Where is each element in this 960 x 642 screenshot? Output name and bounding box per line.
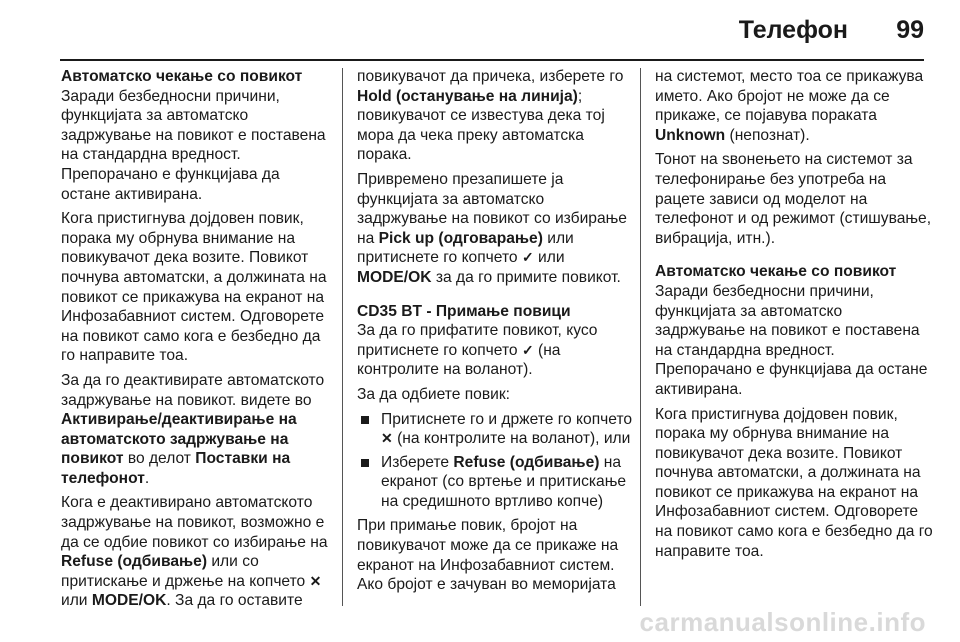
menu-option-label: Refuse (одбивање) <box>453 453 600 471</box>
paragraph <box>61 493 331 611</box>
text-run: на екранот (со вртење и притискање на средишното вртливо копче) <box>381 453 627 510</box>
paragraph <box>61 371 331 489</box>
paragraph <box>357 321 635 380</box>
phone-icon: ✓ <box>521 341 534 358</box>
text-run: . <box>144 469 150 487</box>
hang-up-icon: ✕ <box>309 572 322 589</box>
paragraph <box>357 170 635 288</box>
watermark: carmanualsonline.info <box>639 607 926 637</box>
list-item <box>357 453 635 512</box>
paragraph: При примање повик, бројот на повикувачот може да се прикаже на екранот на Инфозабавниот систем. Ако бројот е зачуван во меморијата <box>357 517 619 594</box>
text-run: (непознат). <box>725 126 810 144</box>
section-heading: Автоматско чекање со повикот <box>61 68 303 85</box>
text-run: во делот <box>123 450 196 468</box>
column-divider <box>640 68 641 606</box>
hang-up-icon: ✕ <box>381 430 393 447</box>
text-run: (на контролите на воланот), или <box>392 430 631 448</box>
text-run: . За да го оставите <box>166 592 303 610</box>
paragraph: Заради безбедносни причини, функцијата за автоматско задржување на повикот е поставена на стандардна вредност. Препорачано е функцијава да остане активирана. <box>61 87 326 203</box>
paragraph: Кога пристигнува дојдовен повик, порака му обрнува внимание на повикувачот дека возите. Повикот почнува автоматски, а должината на повикот се прикажува на екранот на Инфозабавниот систем. Одговорете на повикот само кога е безбедно да го направите тоа. <box>655 405 933 560</box>
column-divider <box>342 68 343 606</box>
text-run: Изберете <box>381 453 454 471</box>
paragraph: Кога пристигнува дојдовен повик, порака му обрнува внимание на повикувачот дека возите. Повикот почнува автоматски, а должината на повикот се прикажува на екранот на Инфозабавниот систем. Одговорете на повикот само кога е безбедно да го направите тоа. <box>61 210 327 365</box>
page-number: 99 <box>896 16 924 44</box>
text-run: за да го примите повикот. <box>431 268 621 286</box>
header-rule <box>60 59 924 61</box>
message-label: Unknown <box>655 126 726 144</box>
text-run: повикувачот да причека, изберете го <box>357 68 624 85</box>
menu-option-label: Pick up (одговарање) <box>378 229 543 247</box>
bullet-square <box>361 416 369 424</box>
paragraph: Тонот на ѕвонењето на системот за телефонирање без употреба на рацете зависи од моделот на телефонот и од режимот (стишување, вибрација, итн.). <box>655 151 932 247</box>
button-label: MODE/OK <box>357 268 432 286</box>
chapter-title: Телефон <box>738 16 848 44</box>
text-run: (на контролите на воланот). <box>357 341 561 379</box>
section-heading: CD35 BT - Примање повици <box>357 302 571 320</box>
text-run: или притиснете го копчето <box>357 229 574 267</box>
text-run: на системот, место тоа се прикажува името. Ако бројот не може да се прикаже, се појавува пораката <box>655 68 924 125</box>
cross-reference: Поставки на телефонот <box>61 450 291 487</box>
cross-reference: Активирање/деактивирање на автоматското задржување на повикот <box>61 411 297 468</box>
text-run: За да го прифатите повикот, кусо притиснете го копчето <box>357 322 598 359</box>
text-run: Притиснете го и држете го копчето <box>381 410 633 428</box>
list-item <box>357 410 635 449</box>
text-run: Привремено презапишете ја функцијата за автоматско задржување на повикот со избирање на <box>357 170 627 247</box>
text-run: ; повикувачот се известува дека тој мора да чека преку автоматска порака. <box>357 87 605 164</box>
menu-option-label: Refuse (одбивање) <box>61 553 208 571</box>
paragraph: Заради безбедносни причини, функцијата за автоматско задржување на повикот е поставена на стандардна вредност. Препорачано е функцијава да остане активирана. <box>655 282 928 398</box>
text-run: Кога е деактивирано автоматското задржување на повикот, возможно е да се одбие повикот со избирање на <box>61 494 328 551</box>
paragraph: За да одбиете повик: <box>357 385 510 403</box>
paragraph <box>655 67 933 145</box>
text-run: За да го деактивирате автоматското задржување на повикот. видете во <box>61 371 325 409</box>
text-run: или <box>61 592 92 610</box>
column-2 <box>357 67 635 600</box>
paragraph <box>357 67 635 165</box>
text-run: или <box>533 249 565 267</box>
page-header <box>0 0 960 62</box>
section-heading: Автоматско чекање со повикот <box>655 263 897 281</box>
menu-option-label: Hold (останување на линија) <box>357 87 578 105</box>
bullet-square <box>361 459 369 467</box>
button-label: MODE/OK <box>91 592 167 610</box>
bullet-list <box>357 410 635 512</box>
column-3 <box>655 67 933 566</box>
phone-icon: ✓ <box>521 249 534 266</box>
column-1 <box>61 67 331 616</box>
text-run: или со притискање и држење на копчето <box>61 553 310 590</box>
